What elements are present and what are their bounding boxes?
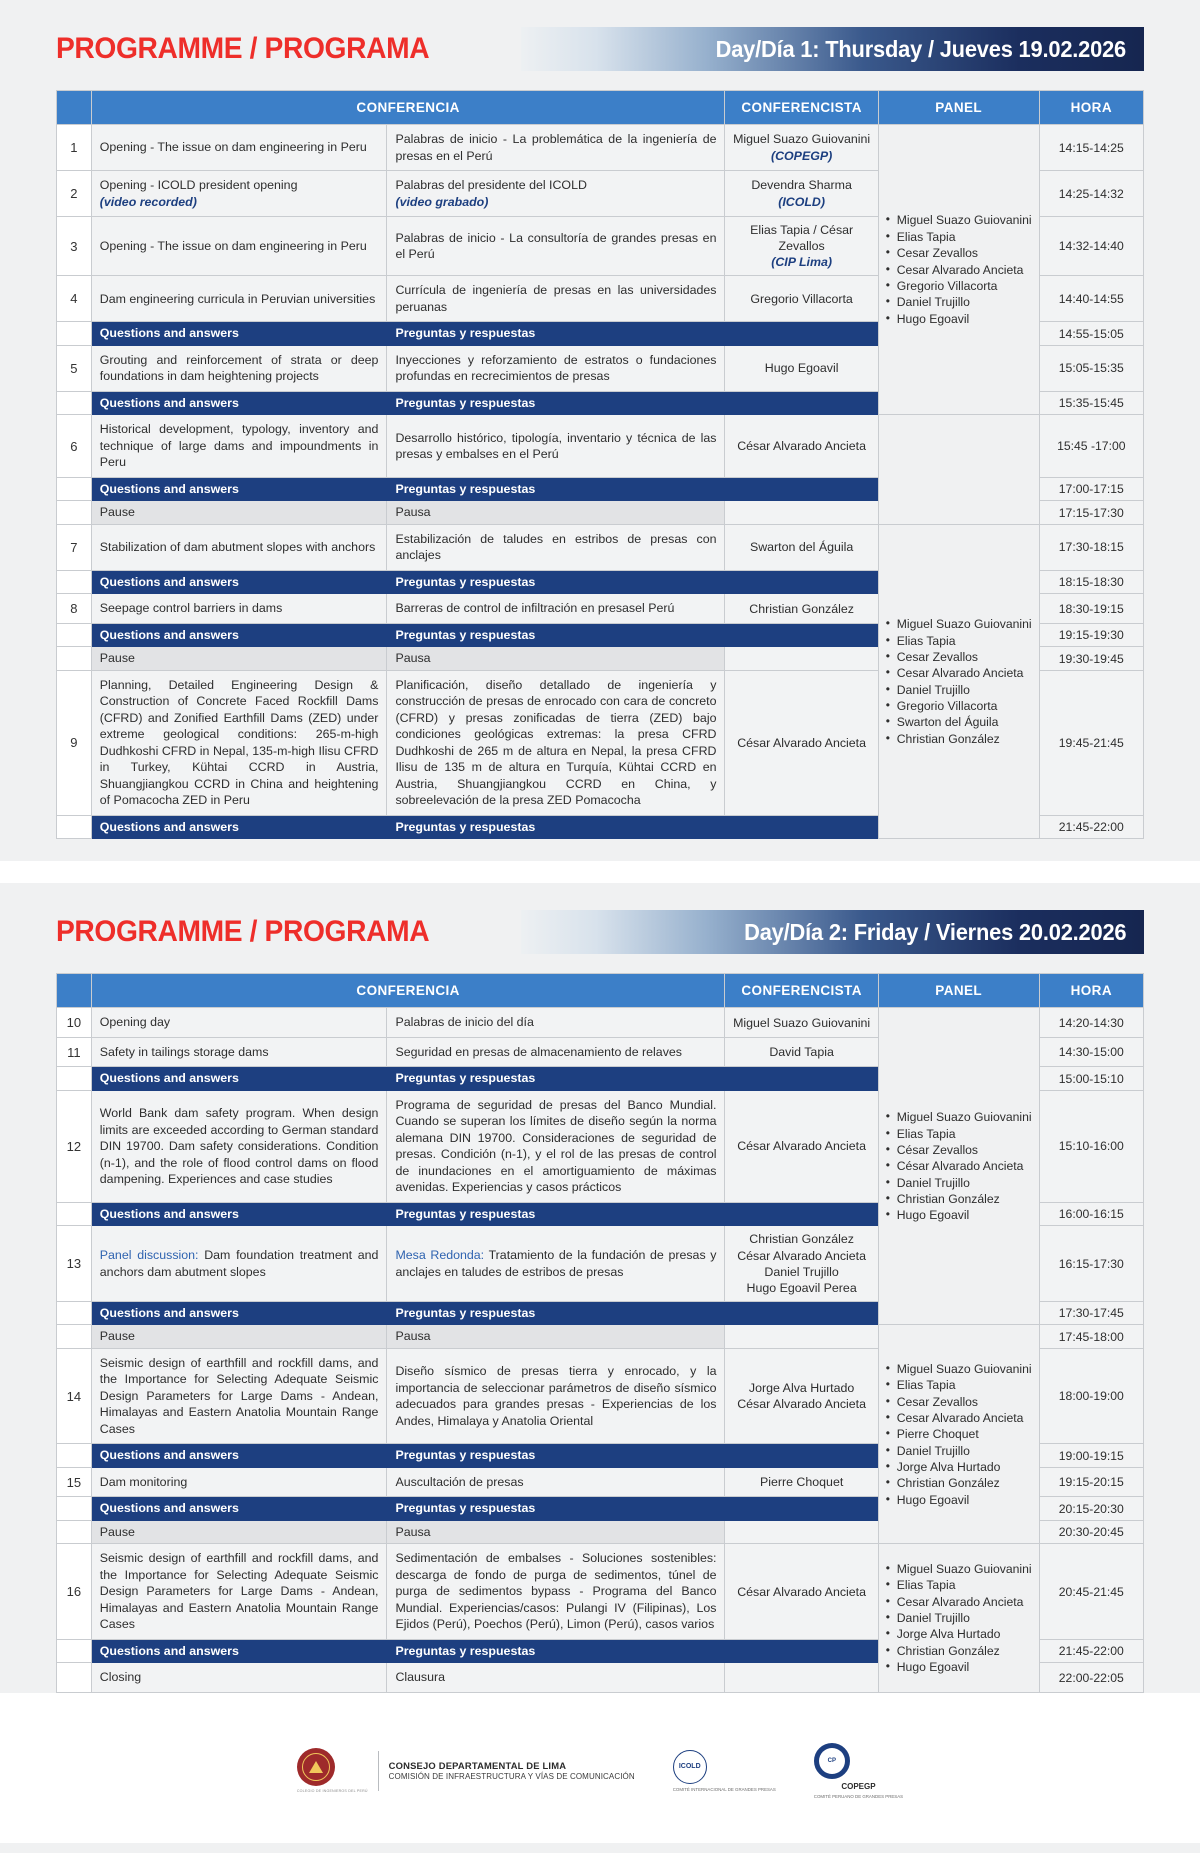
conference-title-en: Questions and answers	[91, 1301, 387, 1325]
row-index: 6	[57, 415, 92, 478]
speaker-cell: Swarton del Águila	[725, 524, 878, 570]
conference-title-en: Questions and answers	[91, 1497, 387, 1521]
conference-title-en: Seismic design of earthfill and rockfill dams, and the Importance for Selecting Adequate Seismic Design Parameters for Large Dams - Andean, Himalayas and Eastern Anatolia Mountain Range Cases	[91, 1544, 387, 1640]
conference-title-en: Opening day	[91, 1008, 387, 1038]
speaker-cell: Jorge Alva Hurtado César Alvarado Ancieta	[725, 1348, 878, 1444]
time-slot: 21:45-22:00	[1039, 1639, 1143, 1663]
panel-member: • Daniel Trujillo	[885, 1175, 1033, 1191]
cip-group	[297, 1748, 635, 1793]
conference-title-es: Preguntas y respuestas	[387, 1639, 725, 1663]
speaker-cell: David Tapia	[725, 1037, 878, 1067]
conference-title-en: Questions and answers	[91, 570, 387, 594]
panel-member: • Cesar Alvarado Ancieta	[885, 665, 1033, 681]
icold-logo-icon: ICOLD	[673, 1750, 707, 1784]
time-slot: 14:20-14:30	[1039, 1008, 1143, 1038]
speaker-cell: Elias Tapia / César Zevallos (CIP Lima)	[725, 217, 878, 276]
row-index: 9	[57, 670, 92, 815]
time-slot: 14:25-14:32	[1039, 171, 1143, 217]
day-1-panel	[0, 0, 1200, 861]
speaker-cell: Gregorio Villacorta	[725, 276, 878, 322]
speaker-cell	[725, 1301, 878, 1325]
time-slot: 14:55-15:05	[1039, 322, 1143, 346]
row-index	[57, 1067, 92, 1091]
panel-member: • Daniel Trujillo	[885, 682, 1033, 698]
icold-group	[673, 1750, 776, 1793]
panel-member: • Cesar Alvarado Ancieta	[885, 1594, 1033, 1610]
cdl-line-1: CONSEJO DEPARTAMENTAL DE LIMA	[388, 1760, 567, 1772]
conference-title-es: Palabras de inicio - La problemática de la ingeniería de presas en el Perú	[387, 125, 725, 171]
conference-title-es: Preguntas y respuestas	[387, 1301, 725, 1325]
time-slot: 18:00-19:00	[1039, 1348, 1143, 1444]
copegp-title: COPEGP	[841, 1781, 876, 1791]
conference-title-en: Stabilization of dam abutment slopes with anchors	[91, 524, 387, 570]
conference-title-en: Pause	[91, 1325, 387, 1349]
speaker-cell	[725, 1202, 878, 1226]
row-index: 4	[57, 276, 92, 322]
row-index	[57, 1325, 92, 1349]
panel-member: • Hugo Egoavil	[885, 1492, 1033, 1508]
conference-title-en: Seepage control barriers in dams	[91, 594, 387, 624]
row-index	[57, 1444, 92, 1468]
row-index	[57, 570, 92, 594]
conference-title-es: Preguntas y respuestas	[387, 477, 725, 501]
day-1-body	[57, 125, 1144, 839]
conference-title-en: Dam monitoring	[91, 1467, 387, 1497]
panel-member: • César Alvarado Ancieta	[885, 1158, 1033, 1174]
time-slot: 17:30-17:45	[1039, 1301, 1143, 1325]
speaker-cell: César Alvarado Ancieta	[725, 415, 878, 478]
col-index	[57, 91, 92, 125]
conference-title-es: Barreras de control de infiltración en presasel Perú	[387, 594, 725, 624]
panel-member: • Daniel Trujillo	[885, 1610, 1033, 1626]
row-index	[57, 1202, 92, 1226]
panel-member: • Miguel Suazo Guiovanini	[885, 616, 1033, 632]
col-conferencista: CONFERENCISTA	[725, 91, 878, 125]
row-index: 7	[57, 524, 92, 570]
col-conferencia: CONFERENCIA	[91, 91, 725, 125]
col-panel: PANEL	[878, 974, 1039, 1008]
copegp-caption: COMITÉ PERUANO DE GRANDES PRESAS	[813, 1793, 904, 1799]
row-index: 16	[57, 1544, 92, 1640]
conference-title-es: Preguntas y respuestas	[387, 815, 725, 839]
row-index	[57, 623, 92, 647]
speaker-cell	[725, 477, 878, 501]
day-2-body	[57, 1008, 1144, 1693]
panel-member: • Miguel Suazo Guiovanini	[885, 1361, 1033, 1377]
time-slot: 14:30-15:00	[1039, 1037, 1143, 1067]
speaker-cell	[725, 1444, 878, 1468]
col-conferencista: CONFERENCISTA	[725, 974, 878, 1008]
speaker-cell: Miguel Suazo Guiovanini	[725, 1008, 878, 1038]
panel-member: • Elias Tapia	[885, 633, 1033, 649]
conference-title-en: Questions and answers	[91, 1639, 387, 1663]
panel-member: • Daniel Trujillo	[885, 1443, 1033, 1459]
panel-member: • Hugo Egoavil	[885, 311, 1033, 327]
conference-title-es: Mesa Redonda: Tratamiento de la fundación de presas y anclajes en taludes de estribos de presas	[387, 1226, 725, 1302]
speaker-cell	[725, 1325, 878, 1349]
speaker-cell	[725, 1663, 878, 1693]
conference-title-es: Palabras del presidente del ICOLD (video grabado)	[387, 171, 725, 217]
day-1-label: Day/Día 1: Thursday / Jueves 19.02.2026	[715, 35, 1126, 62]
conference-title-es: Programa de seguridad de presas del Banco Mundial. Cuando se superan los límites de diseño según la norma alemana DIN 19700. Consideraciones de seguridad de presas. Condición (n-1), y el rol de las presas de control de inundaciones en el amortiguamiento de máximas avenidas. Experiencias y casos prácticos	[387, 1090, 725, 1202]
time-slot: 14:32-14:40	[1039, 217, 1143, 276]
time-slot: 19:30-19:45	[1039, 647, 1143, 671]
row-index: 11	[57, 1037, 92, 1067]
conference-title-es: Preguntas y respuestas	[387, 391, 725, 415]
conference-title-es: Pausa	[387, 647, 725, 671]
conference-title-es: Sedimentación de embalses - Soluciones sostenibles: descarga de fondo de purga de sedimentos, túnel de purga de sedimentos bypass - Programa del Banco Mundial. Experiencias/casos: Pulangi IV (Filipinas), Los Ejidos (Perú), Poechos (Perú), Limon (Perú), casos varios	[387, 1544, 725, 1640]
time-slot: 19:15-20:15	[1039, 1467, 1143, 1497]
speaker-cell: César Alvarado Ancieta	[725, 670, 878, 815]
conference-title-en: Opening - ICOLD president opening (video recorded)	[91, 171, 387, 217]
time-slot: 17:00-17:15	[1039, 477, 1143, 501]
panel-members	[878, 524, 1039, 839]
speaker-cell: César Alvarado Ancieta	[725, 1544, 878, 1640]
row-index	[57, 1497, 92, 1521]
conference-title-es: Preguntas y respuestas	[387, 570, 725, 594]
table-row	[57, 1008, 1144, 1038]
conference-title-en: Pause	[91, 1520, 387, 1544]
conference-title-es: Pausa	[387, 501, 725, 525]
row-index	[57, 1639, 92, 1663]
day-1-header	[0, 0, 1200, 78]
conference-title-es: Palabras de inicio del día	[387, 1008, 725, 1038]
speaker-cell	[725, 1067, 878, 1091]
speaker-cell	[725, 570, 878, 594]
panel-members	[878, 125, 1039, 415]
panel-members	[878, 415, 1039, 525]
conference-title-es: Diseño sísmico de presas tierra y enrocado, y la importancia de seleccionar parámetros de diseño sísmico adecuados para grandes presas - Experiencias de los Andes, Himalaya y Anatolia Oriental	[387, 1348, 725, 1444]
table-header-row	[57, 91, 1144, 125]
day-2-header	[0, 883, 1200, 961]
conference-title-en: Questions and answers	[91, 1202, 387, 1226]
speaker-cell: Christian González	[725, 594, 878, 624]
speaker-cell	[725, 501, 878, 525]
panel-member: • Hugo Egoavil	[885, 1659, 1033, 1675]
row-index	[57, 815, 92, 839]
conference-title-es: Estabilización de taludes en estribos de presas con anclajes	[387, 524, 725, 570]
col-index	[57, 974, 92, 1008]
time-slot: 21:45-22:00	[1039, 815, 1143, 839]
page-title: PROGRAMME / PROGRAMA	[56, 32, 430, 65]
row-index: 3	[57, 217, 92, 276]
row-index	[57, 501, 92, 525]
conference-title-es: Preguntas y respuestas	[387, 1497, 725, 1521]
speaker-cell: Miguel Suazo Guiovanini (COPEGP)	[725, 125, 878, 171]
conference-title-es: Inyecciones y reforzamiento de estratos o fundaciones profundas en recrecimientos de presas	[387, 345, 725, 391]
table-row	[57, 524, 1144, 570]
row-index: 1	[57, 125, 92, 171]
conference-title-es: Pausa	[387, 1325, 725, 1349]
panel-member: • Jorge Alva Hurtado	[885, 1626, 1033, 1642]
day-2-panel	[0, 883, 1200, 1853]
panel-member: • Christian González	[885, 1475, 1033, 1491]
conference-title-en: Safety in tailings storage dams	[91, 1037, 387, 1067]
copegp-mark: CP	[819, 1748, 845, 1774]
time-slot: 20:45-21:45	[1039, 1544, 1143, 1640]
conference-title-es: Preguntas y respuestas	[387, 1444, 725, 1468]
row-index: 2	[57, 171, 92, 217]
panel-member: • Elias Tapia	[885, 1577, 1033, 1593]
conference-title-en: Grouting and reinforcement of strata or deep foundations in dam heightening projects	[91, 345, 387, 391]
row-index: 13	[57, 1226, 92, 1302]
speaker-cell	[725, 623, 878, 647]
conference-title-en: Pause	[91, 501, 387, 525]
conference-title-es: Clausura	[387, 1663, 725, 1693]
col-hora: HORA	[1039, 974, 1143, 1008]
time-slot: 19:15-19:30	[1039, 623, 1143, 647]
conference-title-es: Desarrollo histórico, tipología, inventario y técnica de las presas y embalses en el Perú	[387, 415, 725, 478]
panel-member: • Pierre Choquet	[885, 1426, 1033, 1442]
conference-title-en: Questions and answers	[91, 1067, 387, 1091]
conference-title-en: Questions and answers	[91, 322, 387, 346]
speaker-cell	[725, 815, 878, 839]
day-2-badge	[521, 910, 1144, 954]
conference-title-en: Questions and answers	[91, 623, 387, 647]
conference-title-en: Questions and answers	[91, 391, 387, 415]
row-index	[57, 322, 92, 346]
cip-seal-caption: COLEGIO DE INGENIEROS DEL PERÚ	[296, 1789, 368, 1794]
table-row	[57, 1325, 1144, 1349]
panel-member: • Gregorio Villacorta	[885, 698, 1033, 714]
time-slot: 20:30-20:45	[1039, 1520, 1143, 1544]
conference-title-es: Currícula de ingeniería de presas en las universidades peruanas	[387, 276, 725, 322]
panel-member: • Cesar Zevallos	[885, 649, 1033, 665]
col-hora: HORA	[1039, 91, 1143, 125]
day-1-table	[56, 90, 1144, 839]
speaker-cell: Pierre Choquet	[725, 1467, 878, 1497]
cip-seal-icon	[297, 1748, 335, 1786]
conference-title-en: Dam engineering curricula in Peruvian universities	[91, 276, 387, 322]
panel-members	[878, 1325, 1039, 1544]
time-slot: 17:15-17:30	[1039, 501, 1143, 525]
time-slot: 15:00-15:10	[1039, 1067, 1143, 1091]
footer	[0, 1693, 1200, 1843]
conference-title-es: Seguridad en presas de almacenamiento de relaves	[387, 1037, 725, 1067]
speaker-cell: Devendra Sharma (ICOLD)	[725, 171, 878, 217]
panel-member: • Christian González	[885, 1191, 1033, 1207]
panel-divider	[0, 861, 1200, 883]
panel-member: • César Zevallos	[885, 1142, 1033, 1158]
speaker-cell	[725, 1639, 878, 1663]
panel-members	[878, 1008, 1039, 1325]
speaker-cell	[725, 647, 878, 671]
conference-title-es: Preguntas y respuestas	[387, 1202, 725, 1226]
row-index	[57, 647, 92, 671]
row-index	[57, 1520, 92, 1544]
conference-title-en: Closing	[91, 1663, 387, 1693]
row-index	[57, 1663, 92, 1693]
conference-title-en: Opening - The issue on dam engineering in Peru	[91, 217, 387, 276]
table-header-row	[57, 974, 1144, 1008]
time-slot: 18:30-19:15	[1039, 594, 1143, 624]
time-slot: 14:15-14:25	[1039, 125, 1143, 171]
cdl-line-2: COMISIÓN DE INFRAESTRUCTURA Y VÍAS DE COMUNICACIÓN	[388, 1772, 635, 1782]
table-row	[57, 125, 1144, 171]
row-index: 8	[57, 594, 92, 624]
panel-member: • Elias Tapia	[885, 1126, 1033, 1142]
panel-member: • Cesar Alvarado Ancieta	[885, 262, 1033, 278]
panel-member: • Miguel Suazo Guiovanini	[885, 212, 1033, 228]
row-index: 15	[57, 1467, 92, 1497]
day-1-badge	[521, 27, 1144, 71]
panel-member: • Elias Tapia	[885, 229, 1033, 245]
speaker-cell	[725, 391, 878, 415]
time-slot: 15:05-15:35	[1039, 345, 1143, 391]
day-2-label: Day/Día 2: Friday / Viernes 20.02.2026	[743, 918, 1126, 945]
time-slot: 18:15-18:30	[1039, 570, 1143, 594]
copegp-group	[814, 1743, 903, 1800]
conference-title-es: Preguntas y respuestas	[387, 322, 725, 346]
time-slot: 15:35-15:45	[1039, 391, 1143, 415]
table-row	[57, 1544, 1144, 1640]
panel-member: • Miguel Suazo Guiovanini	[885, 1561, 1033, 1577]
row-index	[57, 477, 92, 501]
conference-title-en: Opening - The issue on dam engineering in Peru	[91, 125, 387, 171]
conference-title-en: Questions and answers	[91, 1444, 387, 1468]
row-index: 14	[57, 1348, 92, 1444]
row-index	[57, 1301, 92, 1325]
conference-title-en: Historical development, typology, inventory and technique of large dams and impoundments in Peru	[91, 415, 387, 478]
footer-divider	[378, 1751, 379, 1791]
speaker-cell: César Alvarado Ancieta	[725, 1090, 878, 1202]
time-slot: 16:00-16:15	[1039, 1202, 1143, 1226]
time-slot: 16:15-17:30	[1039, 1226, 1143, 1302]
panel-member: • Cesar Alvarado Ancieta	[885, 1410, 1033, 1426]
panel-members	[878, 1544, 1039, 1693]
row-index: 10	[57, 1008, 92, 1038]
conference-title-en: Questions and answers	[91, 477, 387, 501]
panel-member: • Jorge Alva Hurtado	[885, 1459, 1033, 1475]
icold-caption: COMITÉ INTERNACIONAL DE GRANDES PRESAS	[672, 1786, 776, 1792]
cdl-text	[389, 1760, 635, 1781]
conference-title-en: Seismic design of earthfill and rockfill dams, and the Importance for Selecting Adequate Seismic Design Parameters for Large Dams - Andean, Himalayas and Eastern Anatolia Mountain Range Cases	[91, 1348, 387, 1444]
time-slot: 15:10-16:00	[1039, 1090, 1143, 1202]
panel-member: • Hugo Egoavil	[885, 1207, 1033, 1223]
panel-member: • Gregorio Villacorta	[885, 278, 1033, 294]
conference-title-en: Questions and answers	[91, 815, 387, 839]
panel-member: • Swarton del Águila	[885, 714, 1033, 730]
conference-title-en: Panel discussion: Dam foundation treatment and anchors dam abutment slopes	[91, 1226, 387, 1302]
row-index: 5	[57, 345, 92, 391]
speaker-cell	[725, 322, 878, 346]
panel-member: • Elias Tapia	[885, 1377, 1033, 1393]
conference-title-es: Palabras de inicio - La consultoría de grandes presas en el Perú	[387, 217, 725, 276]
time-slot: 17:30-18:15	[1039, 524, 1143, 570]
panel-member: • Miguel Suazo Guiovanini	[885, 1109, 1033, 1125]
page-title-2: PROGRAMME / PROGRAMA	[56, 915, 430, 949]
time-slot: 20:15-20:30	[1039, 1497, 1143, 1521]
panel-member: • Daniel Trujillo	[885, 294, 1033, 310]
time-slot: 15:45 -17:00	[1039, 415, 1143, 478]
time-slot: 22:00-22:05	[1039, 1663, 1143, 1693]
speaker-cell	[725, 1520, 878, 1544]
conference-title-en: Planning, Detailed Engineering Design & Construction of Concrete Faced Rockfill Dams (CFRD) and Zonified Earthfill Dams (ZED) under extreme geological conditions: 265-m-high Dudhkoshi CFRD in Nepal, 135-m-high Ilisu CFRD in Turkey, Kühtai CCRD in Austria, Shuangjiangkou CCRD in China and heightening of Pomacocha ZED in Peru	[91, 670, 387, 815]
table-row	[57, 415, 1144, 478]
day-2-table	[56, 973, 1144, 1693]
time-slot: 14:40-14:55	[1039, 276, 1143, 322]
row-index	[57, 391, 92, 415]
time-slot: 19:00-19:15	[1039, 1444, 1143, 1468]
conference-title-es: Planificación, diseño detallado de ingeniería y construcción de presas de enrocado con cara de concreto (CFRD) y presas zonificadas de tierra (ZED) bajo condiciones geológicas extremas: la presa CFRD Dudhkoshi de 265 m de altura en Nepal, la presa CFRD Ilisu de 135 m de altura en Turquía, Kühtai CCRD en Austria, Shuangjiangkou CCRD en China, y sobreelevación de la presa ZED Pomacocha	[387, 670, 725, 815]
speaker-cell: Hugo Egoavil	[725, 345, 878, 391]
conference-title-es: Preguntas y respuestas	[387, 1067, 725, 1091]
conference-title-es: Auscultación de presas	[387, 1467, 725, 1497]
conference-title-es: Pausa	[387, 1520, 725, 1544]
conference-title-en: Pause	[91, 647, 387, 671]
col-conferencia: CONFERENCIA	[91, 974, 725, 1008]
col-panel: PANEL	[878, 91, 1039, 125]
speaker-cell	[725, 1497, 878, 1521]
panel-member: • Cesar Zevallos	[885, 245, 1033, 261]
panel-member: • Christian González	[885, 731, 1033, 747]
time-slot: 17:45-18:00	[1039, 1325, 1143, 1349]
panel-member: • Christian González	[885, 1643, 1033, 1659]
time-slot: 19:45-21:45	[1039, 670, 1143, 815]
copegp-logo-icon	[814, 1743, 850, 1779]
speaker-cell: Christian González César Alvarado Ancieta Daniel Trujillo Hugo Egoavil Perea	[725, 1226, 878, 1302]
conference-title-es: Preguntas y respuestas	[387, 623, 725, 647]
panel-member: • Cesar Zevallos	[885, 1394, 1033, 1410]
row-index: 12	[57, 1090, 92, 1202]
conference-title-en: World Bank dam safety program. When design limits are exceeded according to German standard DIN 19700. Dam safety considerations. Condition (n-1), and the role of flood control dams on flood dampening. Experiences and case studies	[91, 1090, 387, 1202]
